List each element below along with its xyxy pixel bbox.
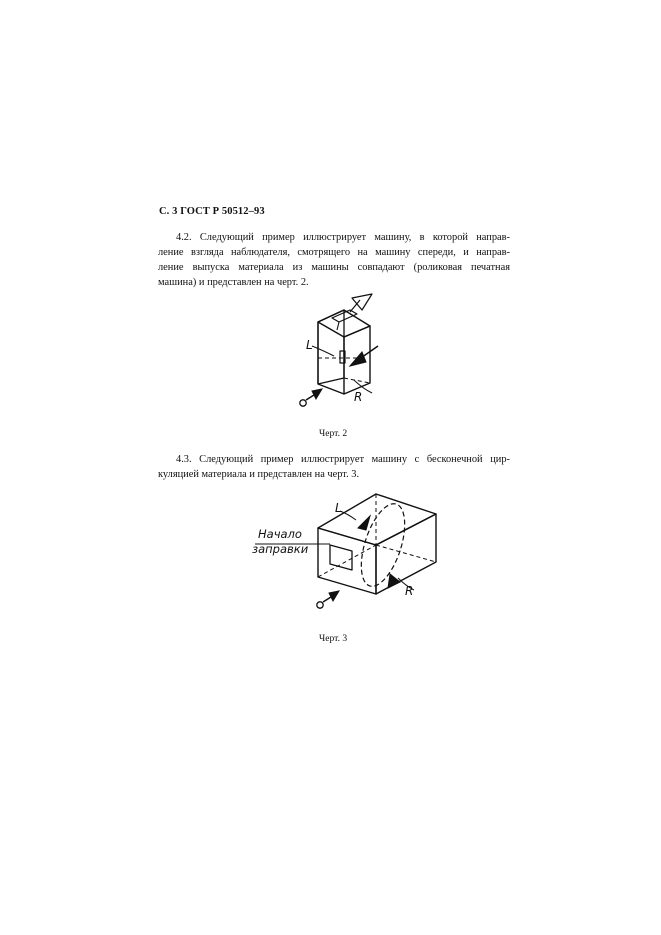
figure-3-caption: Черт. 3: [319, 633, 348, 644]
paragraph-line: 4.3. Следующий пример иллюстрирует машину с бесконечной цир-: [176, 454, 510, 465]
fig3-loading-window: [330, 545, 352, 570]
paragraph-line: машина) и представлен на черт. 2.: [158, 277, 309, 288]
fig3-label-l: L: [335, 501, 342, 515]
figure-2-caption: Черт. 2: [319, 428, 348, 439]
fig3-circulation-path: [353, 499, 414, 592]
fig3-label-r: R: [405, 584, 414, 598]
paragraph-line: ление взгляда наблюдателя, смотрящего на машину спереди, и направ-: [158, 247, 510, 258]
fig2-label-r: R: [354, 390, 363, 404]
fig2-label-l: L: [306, 338, 313, 352]
paragraph-line: 4.2. Следующий пример иллюстрирует машину, в которой направ-: [176, 232, 510, 243]
paragraph-line: куляцией материала и представлен на черт. 3.: [158, 469, 360, 480]
fig3-label-start-line2: заправки: [252, 542, 309, 556]
paragraph-line: ление выпуска материала из машины совпадают (роликовая печатная: [158, 262, 510, 273]
fig3-label-start-line1: Начало: [258, 527, 302, 541]
page-header: С. 3 ГОСТ Р 50512–93: [159, 206, 265, 217]
fig3-observer-icon: [317, 591, 339, 608]
